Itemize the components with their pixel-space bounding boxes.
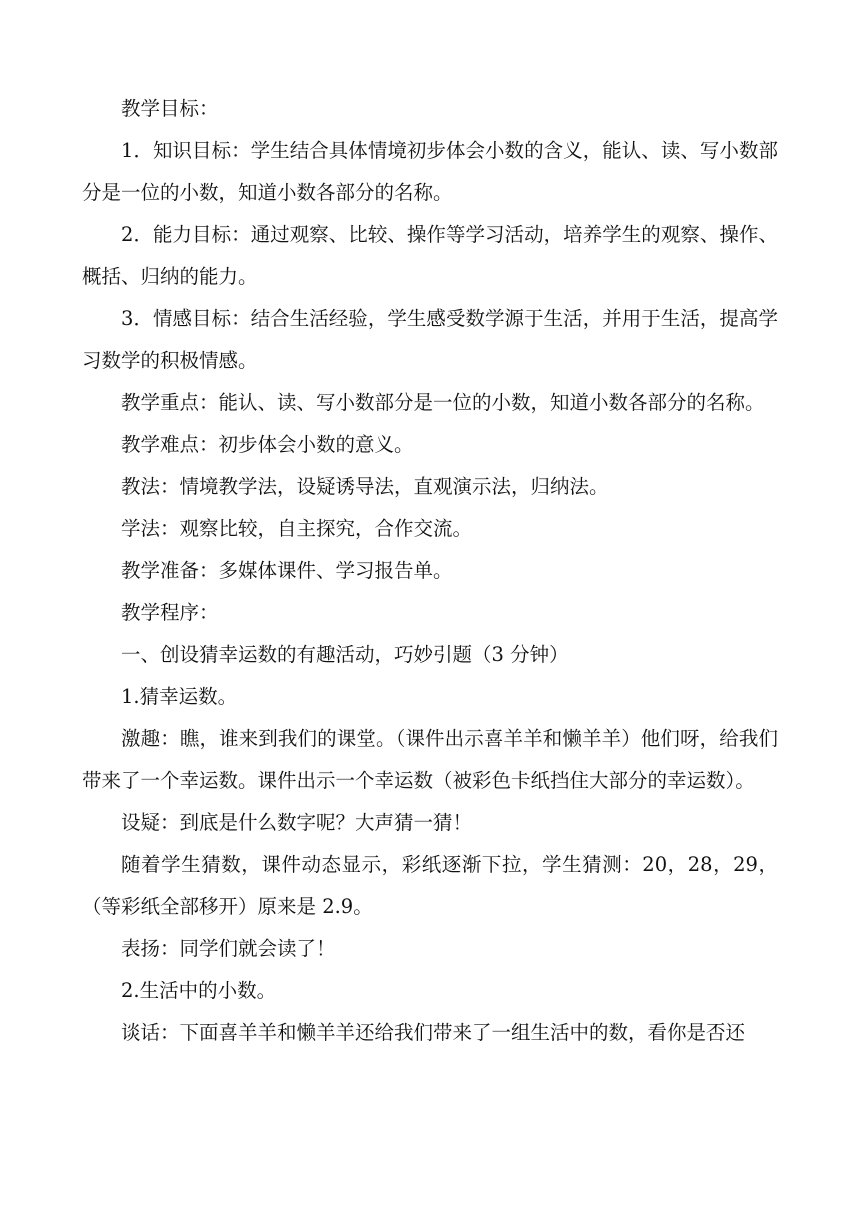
teaching-method: 教法：情境教学法，设疑诱导法，直观演示法，归纳法。	[121, 475, 609, 498]
document-body	[82, 88, 778, 1054]
paragraph-talk: 谈话：下面喜羊羊和懒羊羊还给我们带来了一组生活中的数，看你是否还	[121, 1021, 746, 1044]
teaching-difficulty: 教学难点：初步体会小数的意义。	[121, 433, 414, 456]
heading-teaching-procedure: 教学程序：	[121, 601, 219, 624]
objective-emotion: 3．情感目标：结合生活经验，学生感受数学源于生活，并用于生活，提高学习数学的积极情感。	[82, 307, 778, 372]
paragraph-praise: 表扬：同学们就会读了！	[121, 937, 336, 960]
paragraph-motivate: 激趣：瞧，谁来到我们的课堂。（课件出示喜羊羊和懒羊羊）他们呀，给我们带来了一个幸运数。课件出示一个幸运数（被彩色卡纸挡住大部分的幸运数）。	[82, 727, 778, 792]
paragraph-guessing: 随着学生猜数，课件动态显示，彩纸逐渐下拉，学生猜测：20，28，29，（等彩纸全部移开）原来是 2.9。	[82, 853, 778, 918]
teaching-key-point: 教学重点：能认、读、写小数部分是一位的小数，知道小数各部分的名称。	[121, 391, 765, 414]
heading-teaching-objectives: 教学目标：	[121, 97, 219, 120]
learning-method: 学法：观察比较，自主探究，合作交流。	[121, 517, 473, 540]
step-guess-lucky-number: 1.猜幸运数。	[121, 685, 238, 708]
step-decimals-in-life: 2.生活中的小数。	[121, 979, 277, 1002]
objective-ability: 2．能力目标：通过观察、比较、操作等学习活动，培养学生的观察、操作、概括、归纳的能力。	[82, 223, 778, 288]
paragraph-question: 设疑：到底是什么数字呢？大声猜一猜！	[121, 811, 473, 834]
teaching-preparation: 教学准备：多媒体课件、学习报告单。	[121, 559, 453, 582]
objective-knowledge: 1．知识目标：学生结合具体情境初步体会小数的含义，能认、读、写小数部分是一位的小数，知道小数各部分的名称。	[82, 139, 778, 204]
section-one-title: 一、创设猜幸运数的有趣活动，巧妙引题（3 分钟）	[121, 643, 569, 666]
